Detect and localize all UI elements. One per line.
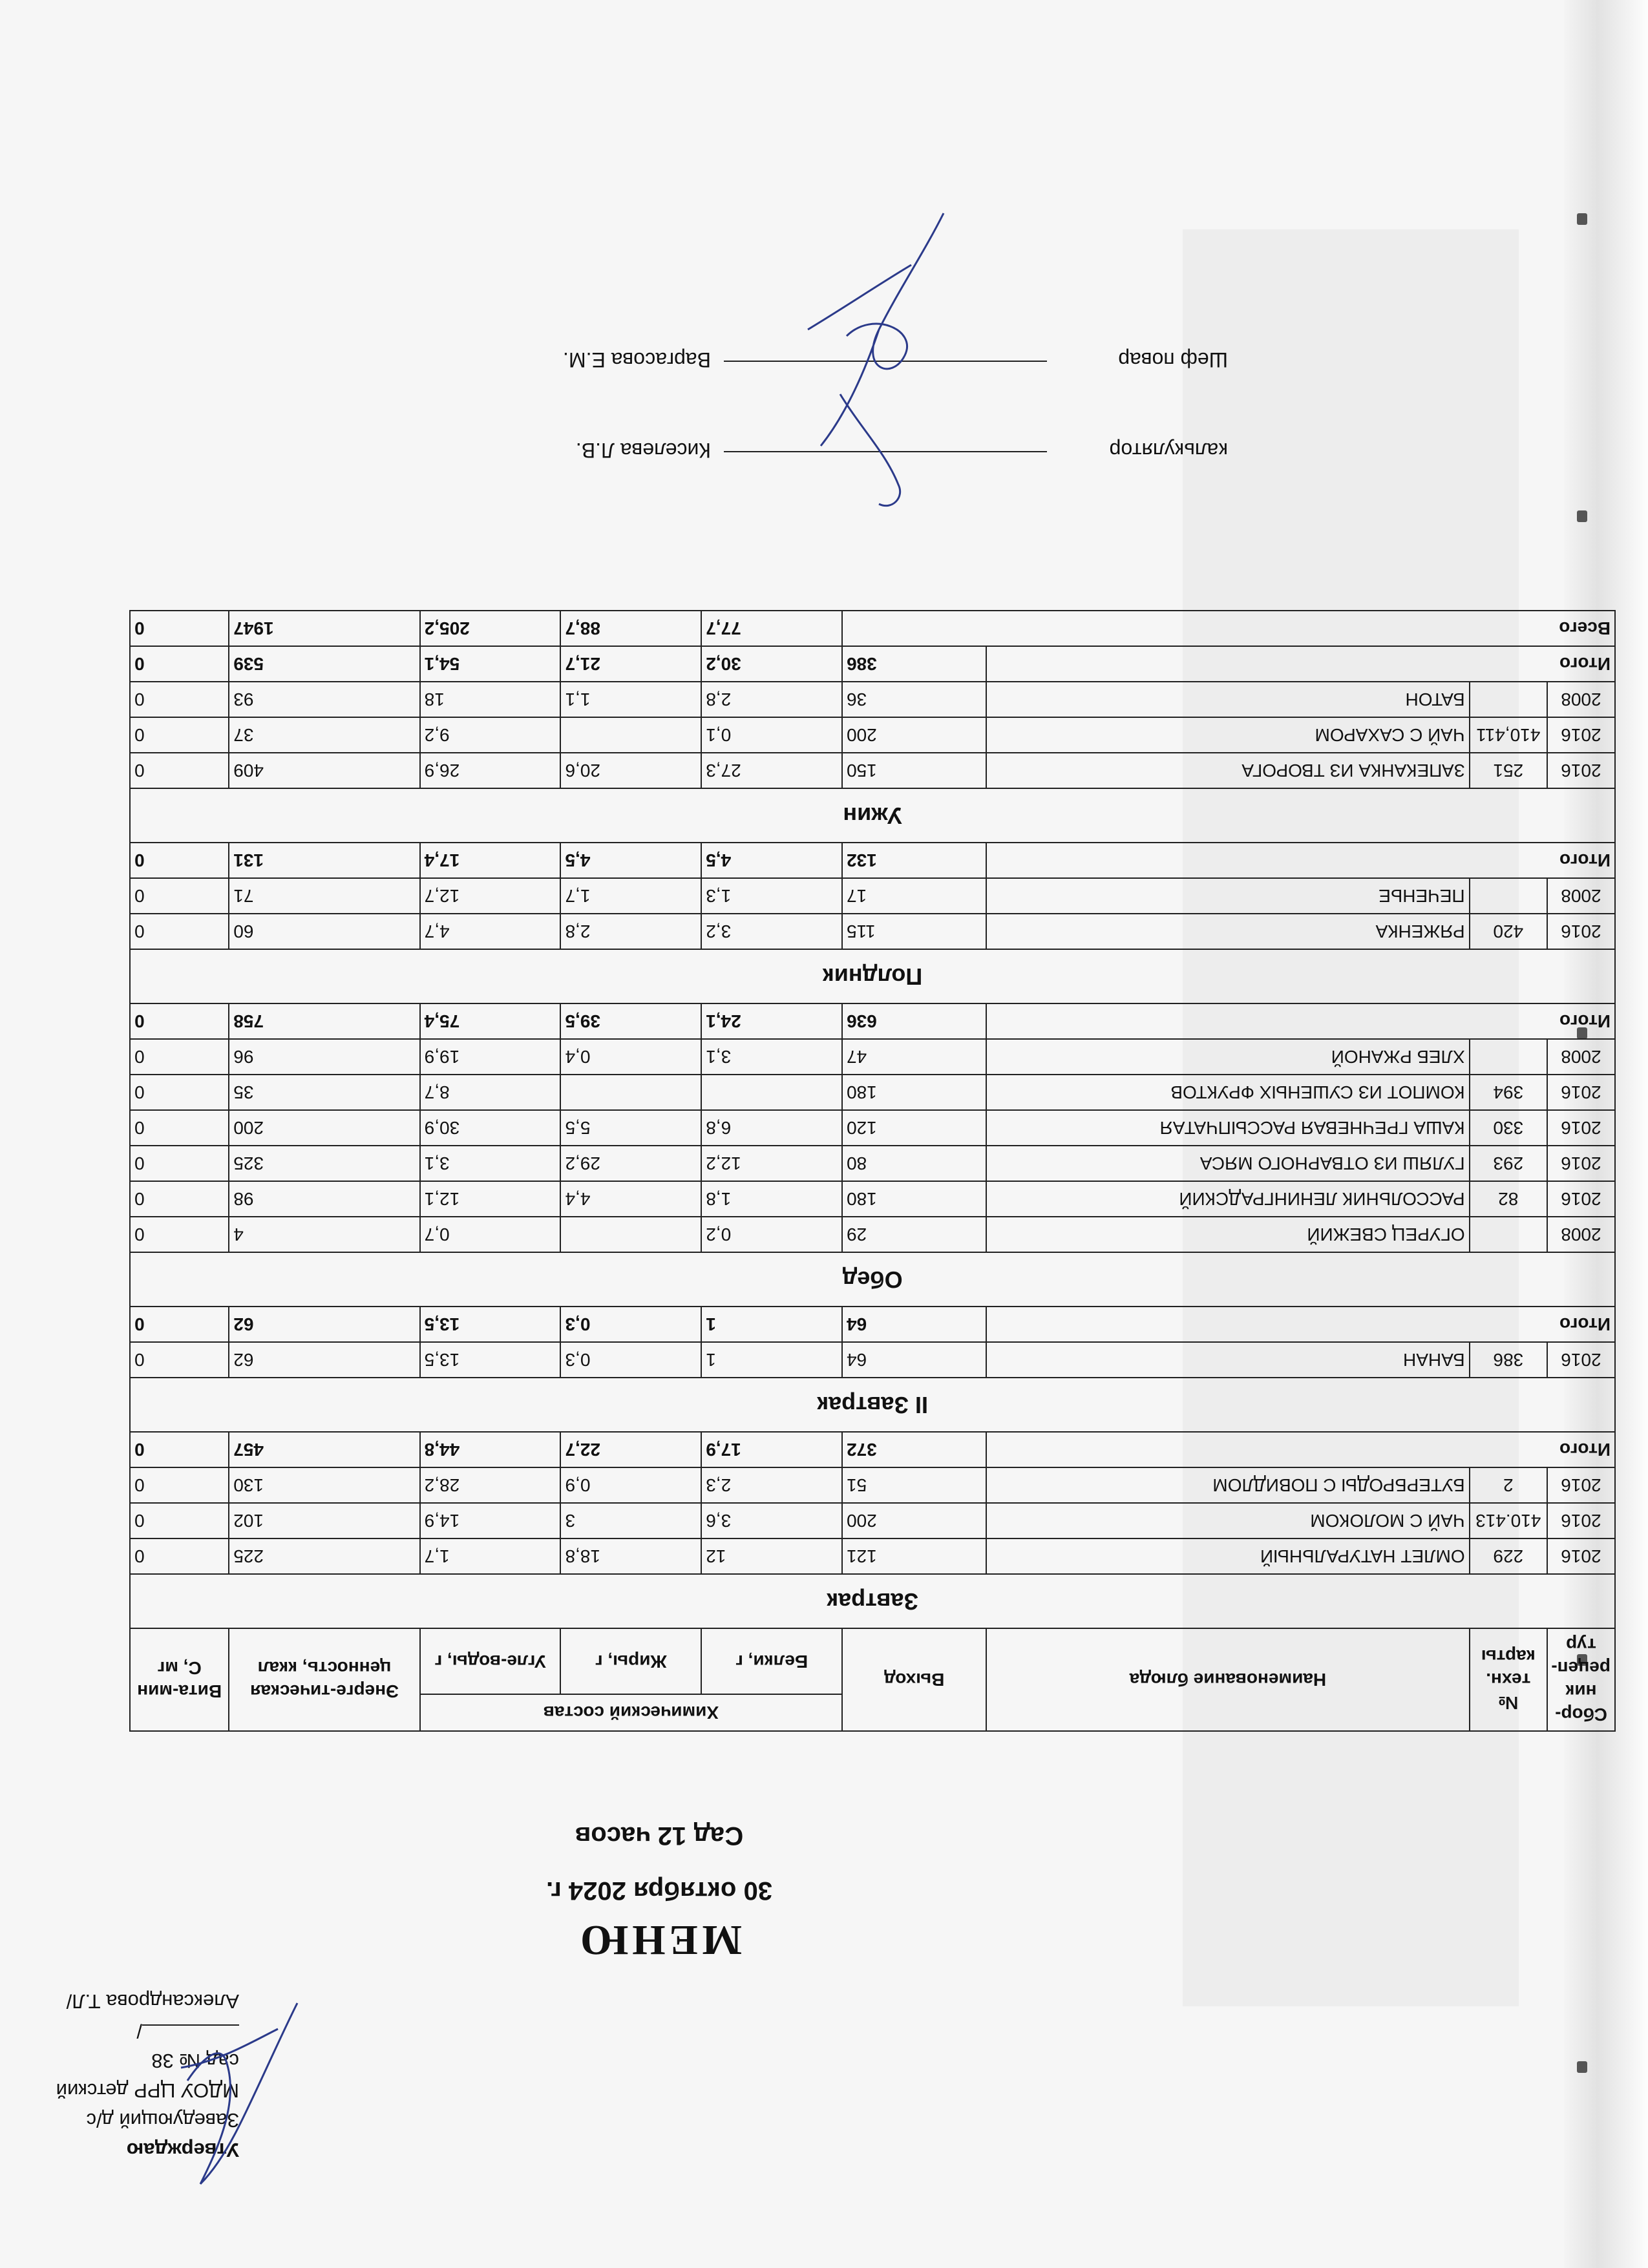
cell-fat: 2,8	[561, 914, 702, 949]
signature-block	[388, 310, 1228, 491]
col-vitamin: Вита-мин С, мг	[130, 1628, 229, 1731]
cell-card: 386	[1470, 1342, 1547, 1378]
cell-dish: КАША ГРЕЧНЕВАЯ РАССЫПЧАТАЯ	[986, 1110, 1469, 1146]
cell-vitamin: 0	[130, 717, 229, 753]
table-row	[130, 1538, 1615, 1574]
total-fat: 0,3	[561, 1307, 702, 1342]
table-row	[130, 1342, 1615, 1378]
total-vitamin: 0	[130, 646, 229, 682]
menu-body	[130, 611, 1615, 1628]
table-row	[130, 1146, 1615, 1181]
col-fat: Жиры, г	[561, 1628, 702, 1694]
cell-collection: 2016	[1547, 1110, 1615, 1146]
total-protein: 30,2	[701, 646, 842, 682]
total-row	[130, 1307, 1615, 1342]
cell-dish: ГУЛЯШ ИЗ ОТВАРНОГО МЯСА	[986, 1146, 1469, 1181]
total-row	[130, 1432, 1615, 1467]
cell-protein: 1	[701, 1342, 842, 1378]
cell-yield: 17	[842, 878, 986, 914]
cell-card: 410,411	[1470, 717, 1547, 753]
cell-fat: 1,7	[561, 878, 702, 914]
cell-carbs: 3,1	[420, 1146, 561, 1181]
cell-carbs: 14,9	[420, 1503, 561, 1538]
total-label: Итого	[986, 843, 1615, 878]
group-name: Сад 12 часов	[575, 1822, 744, 1850]
table-row	[130, 1039, 1615, 1075]
cell-carbs: 19,9	[420, 1039, 561, 1075]
cell-collection: 2016	[1547, 1146, 1615, 1181]
cell-energy: 35	[229, 1075, 419, 1110]
table-row	[130, 1503, 1615, 1538]
total-label: Итого	[986, 1003, 1615, 1039]
header-row	[130, 1694, 1615, 1731]
total-fat: 22,7	[561, 1432, 702, 1467]
col-protein: Белки, г	[701, 1628, 842, 1694]
cell-protein: 2,8	[701, 682, 842, 717]
cell-fat	[561, 717, 702, 753]
table-row	[130, 1217, 1615, 1252]
cell-energy: 60	[229, 914, 419, 949]
cell-fat: 1,1	[561, 682, 702, 717]
cell-dish: РАССОЛЬНИК ЛЕНИНГРАДСКИЙ	[986, 1181, 1469, 1217]
total-energy: 131	[229, 843, 419, 878]
cell-yield: 47	[842, 1039, 986, 1075]
cell-collection: 2008	[1547, 682, 1615, 717]
grand-total-energy: 1947	[229, 611, 419, 646]
cell-carbs: 13,5	[420, 1342, 561, 1378]
menu-table	[129, 610, 1616, 1732]
cell-vitamin: 0	[130, 1503, 229, 1538]
grand-total-vitamin: 0	[130, 611, 229, 646]
cell-yield: 29	[842, 1217, 986, 1252]
page-title: МЕНЮ	[576, 1916, 742, 1964]
cell-carbs: 12,7	[420, 878, 561, 914]
total-energy: 758	[229, 1003, 419, 1039]
cell-energy: 71	[229, 878, 419, 914]
menu-date: 30 октября 2024 г.	[546, 1876, 772, 1905]
section-title: II Завтрак	[130, 1378, 1615, 1432]
cell-carbs: 4,7	[420, 914, 561, 949]
table-row	[130, 1181, 1615, 1217]
cell-yield: 150	[842, 753, 986, 788]
cell-carbs: 1,7	[420, 1538, 561, 1574]
table-row	[130, 1075, 1615, 1110]
cell-dish: БАТОН	[986, 682, 1469, 717]
cell-protein: 1,8	[701, 1181, 842, 1217]
cell-energy: 93	[229, 682, 419, 717]
grand-total-fat: 88,7	[561, 611, 702, 646]
cell-yield: 180	[842, 1075, 986, 1110]
signature-line	[724, 451, 1047, 452]
cell-card: 251	[1470, 753, 1547, 788]
table-row	[130, 914, 1615, 949]
cell-carbs: 0,7	[420, 1217, 561, 1252]
cell-yield: 200	[842, 1503, 986, 1538]
total-yield: 372	[842, 1432, 986, 1467]
total-label: Итого	[986, 1307, 1615, 1342]
cell-yield: 36	[842, 682, 986, 717]
cell-card	[1470, 682, 1547, 717]
approval-heading: Утверждаю	[126, 2139, 239, 2161]
cell-carbs: 28,2	[420, 1467, 561, 1503]
grand-total-row	[130, 611, 1615, 646]
cell-collection: 2016	[1547, 717, 1615, 753]
cell-carbs: 12,1	[420, 1181, 561, 1217]
cell-fat: 3	[561, 1503, 702, 1538]
total-carbs: 13,5	[420, 1307, 561, 1342]
section-row	[130, 1574, 1615, 1628]
approval-person: /Александрова Т.Л/	[66, 1990, 239, 2042]
cell-vitamin: 0	[130, 682, 229, 717]
total-fat: 21,7	[561, 646, 702, 682]
col-energy: Энерге-тическая ценность, ккал	[229, 1628, 419, 1731]
cell-yield: 51	[842, 1467, 986, 1503]
section-title: Завтрак	[130, 1574, 1615, 1628]
cell-yield: 180	[842, 1181, 986, 1217]
section-row	[130, 1252, 1615, 1307]
cell-vitamin: 0	[130, 1110, 229, 1146]
approval-position: Заведующий д/с	[86, 2109, 239, 2132]
cell-dish: ПЕЧЕНЬЕ	[986, 878, 1469, 914]
signature-row	[388, 401, 1228, 491]
cell-card: 293	[1470, 1146, 1547, 1181]
cell-protein: 3,6	[701, 1503, 842, 1538]
cell-card	[1470, 1217, 1547, 1252]
cell-carbs: 9,2	[420, 717, 561, 753]
cell-fat: 0,3	[561, 1342, 702, 1378]
col-yield: Выход	[842, 1628, 986, 1731]
table-row	[130, 1110, 1615, 1146]
cell-dish: ЧАЙ С МОЛОКОМ	[986, 1503, 1469, 1538]
cell-card	[1470, 1039, 1547, 1075]
cell-energy: 96	[229, 1039, 419, 1075]
cell-yield: 121	[842, 1538, 986, 1574]
cell-collection: 2016	[1547, 914, 1615, 949]
cell-collection: 2016	[1547, 1467, 1615, 1503]
cell-yield: 120	[842, 1110, 986, 1146]
total-yield: 386	[842, 646, 986, 682]
cell-collection: 2008	[1547, 1039, 1615, 1075]
total-label: Итого	[986, 1432, 1615, 1467]
col-card: № техн. карты	[1470, 1628, 1547, 1731]
cell-protein: 6,8	[701, 1110, 842, 1146]
signature-line	[724, 361, 1047, 362]
cell-energy: 4	[229, 1217, 419, 1252]
cell-vitamin: 0	[130, 1217, 229, 1252]
cell-vitamin: 0	[130, 1146, 229, 1181]
table-row	[130, 1467, 1615, 1503]
cell-collection: 2016	[1547, 1342, 1615, 1378]
total-carbs: 17,4	[420, 843, 561, 878]
cell-dish: КОМПОТ ИЗ СУШЕНЫХ ФРУКТОВ	[986, 1075, 1469, 1110]
cell-card: 2	[1470, 1467, 1547, 1503]
cell-vitamin: 0	[130, 1181, 229, 1217]
signature-name: Варгасова Е.М.	[563, 348, 711, 372]
cell-vitamin: 0	[130, 1075, 229, 1110]
total-vitamin: 0	[130, 843, 229, 878]
section-title: Ужин	[130, 788, 1615, 843]
total-row	[130, 646, 1615, 682]
cell-energy: 102	[229, 1503, 419, 1538]
cell-protein: 27,3	[701, 753, 842, 788]
cell-yield: 64	[842, 1342, 986, 1378]
cell-protein: 3,1	[701, 1039, 842, 1075]
col-collection: Сбор-ник рецеп-тур	[1547, 1628, 1615, 1731]
cell-yield: 115	[842, 914, 986, 949]
cell-dish: БУТЕРБРОДЫ С ПОВИДЛОМ	[986, 1467, 1469, 1503]
signature-name: Киселева Л.В.	[575, 439, 711, 462]
table-row	[130, 878, 1615, 914]
cell-fat: 29,2	[561, 1146, 702, 1181]
total-protein: 1	[701, 1307, 842, 1342]
total-carbs: 44,8	[420, 1432, 561, 1467]
cell-fat: 0,9	[561, 1467, 702, 1503]
col-chem: Химический состав	[420, 1694, 842, 1731]
cell-card: 410.413	[1470, 1503, 1547, 1538]
grand-total-carbs: 205,2	[420, 611, 561, 646]
cell-fat: 18,8	[561, 1538, 702, 1574]
cell-dish: БАНАН	[986, 1342, 1469, 1378]
cell-fat	[561, 1075, 702, 1110]
cell-vitamin: 0	[130, 753, 229, 788]
cell-carbs: 18	[420, 682, 561, 717]
col-carbs: Угле-воды, г	[420, 1628, 561, 1694]
cell-energy: 130	[229, 1467, 419, 1503]
cell-yield: 200	[842, 717, 986, 753]
cell-vitamin: 0	[130, 878, 229, 914]
cell-collection: 2016	[1547, 1181, 1615, 1217]
cell-dish: ОМЛЕТ НАТУРАЛЬНЫЙ	[986, 1538, 1469, 1574]
total-vitamin: 0	[130, 1003, 229, 1039]
cell-energy: 37	[229, 717, 419, 753]
section-row	[130, 949, 1615, 1003]
cell-dish: ЗАПЕКАНКА ИЗ ТВОРОГА	[986, 753, 1469, 788]
cell-energy: 200	[229, 1110, 419, 1146]
total-protein: 4,5	[701, 843, 842, 878]
approval-organization: МДОУ ЦРР детский сад № 38	[56, 2050, 239, 2102]
total-label: Итого	[986, 646, 1615, 682]
grand-total-protein: 77,7	[701, 611, 842, 646]
cell-energy: 98	[229, 1181, 419, 1217]
total-fat: 4,5	[561, 843, 702, 878]
cell-fat: 4,4	[561, 1181, 702, 1217]
cell-fat: 5,5	[561, 1110, 702, 1146]
cell-card: 394	[1470, 1075, 1547, 1110]
cell-protein: 12	[701, 1538, 842, 1574]
cell-fat: 0,4	[561, 1039, 702, 1075]
section-title: Обед	[130, 1252, 1615, 1307]
cell-card: 330	[1470, 1110, 1547, 1146]
cell-collection: 2016	[1547, 1075, 1615, 1110]
cell-fat: 20,6	[561, 753, 702, 788]
cell-card: 82	[1470, 1181, 1547, 1217]
total-energy: 457	[229, 1432, 419, 1467]
col-dish: Наименование блюда	[986, 1628, 1469, 1731]
total-carbs: 75,4	[420, 1003, 561, 1039]
cell-vitamin: 0	[130, 1342, 229, 1378]
total-vitamin: 0	[130, 1432, 229, 1467]
cell-vitamin: 0	[130, 914, 229, 949]
approval-block	[19, 1986, 239, 2165]
cell-energy: 409	[229, 753, 419, 788]
cell-protein: 0,2	[701, 1217, 842, 1252]
cell-protein: 2,3	[701, 1467, 842, 1503]
cell-protein: 1,3	[701, 878, 842, 914]
cell-fat	[561, 1217, 702, 1252]
cell-dish: РЯЖЕНКА	[986, 914, 1469, 949]
cell-vitamin: 0	[130, 1538, 229, 1574]
total-fat: 39,5	[561, 1003, 702, 1039]
cell-carbs: 8,7	[420, 1075, 561, 1110]
signature-row	[388, 310, 1228, 401]
cell-vitamin: 0	[130, 1039, 229, 1075]
cell-dish: ЧАЙ С САХАРОМ	[986, 717, 1469, 753]
cell-protein: 12,2	[701, 1146, 842, 1181]
total-row	[130, 843, 1615, 878]
total-energy: 62	[229, 1307, 419, 1342]
cell-card	[1470, 878, 1547, 914]
total-protein: 17,9	[701, 1432, 842, 1467]
table-row	[130, 753, 1615, 788]
cell-collection: 2008	[1547, 1217, 1615, 1252]
cell-dish: ОГУРЕЦ СВЕЖИЙ	[986, 1217, 1469, 1252]
section-row	[130, 1378, 1615, 1432]
table-row	[130, 682, 1615, 717]
table-row	[130, 717, 1615, 753]
cell-dish: ХЛЕБ РЖАНОЙ	[986, 1039, 1469, 1075]
total-yield: 132	[842, 843, 986, 878]
cell-vitamin: 0	[130, 1467, 229, 1503]
cell-energy: 325	[229, 1146, 419, 1181]
approval-signature-line	[142, 2024, 239, 2026]
cell-collection: 2016	[1547, 1503, 1615, 1538]
section-row	[130, 788, 1615, 843]
cell-protein	[701, 1075, 842, 1110]
cell-card: 229	[1470, 1538, 1547, 1574]
signature-role: Шеф повар	[1118, 348, 1228, 372]
title-block	[414, 1821, 905, 1964]
cell-energy: 62	[229, 1342, 419, 1378]
total-yield: 64	[842, 1307, 986, 1342]
total-yield: 636	[842, 1003, 986, 1039]
cell-protein: 0,1	[701, 717, 842, 753]
cell-carbs: 30,9	[420, 1110, 561, 1146]
cell-collection: 2016	[1547, 753, 1615, 788]
cell-energy: 225	[229, 1538, 419, 1574]
cell-card: 420	[1470, 914, 1547, 949]
total-vitamin: 0	[130, 1307, 229, 1342]
grand-total-label: Всего	[842, 611, 1615, 646]
section-title: Полдник	[130, 949, 1615, 1003]
total-carbs: 54,1	[420, 646, 561, 682]
total-row	[130, 1003, 1615, 1039]
total-protein: 24,1	[701, 1003, 842, 1039]
cell-yield: 80	[842, 1146, 986, 1181]
cell-protein: 3,2	[701, 914, 842, 949]
total-energy: 539	[229, 646, 419, 682]
signature-role: калькулятор	[1109, 439, 1228, 462]
cell-collection: 2008	[1547, 878, 1615, 914]
cell-collection: 2016	[1547, 1538, 1615, 1574]
cell-carbs: 26,9	[420, 753, 561, 788]
